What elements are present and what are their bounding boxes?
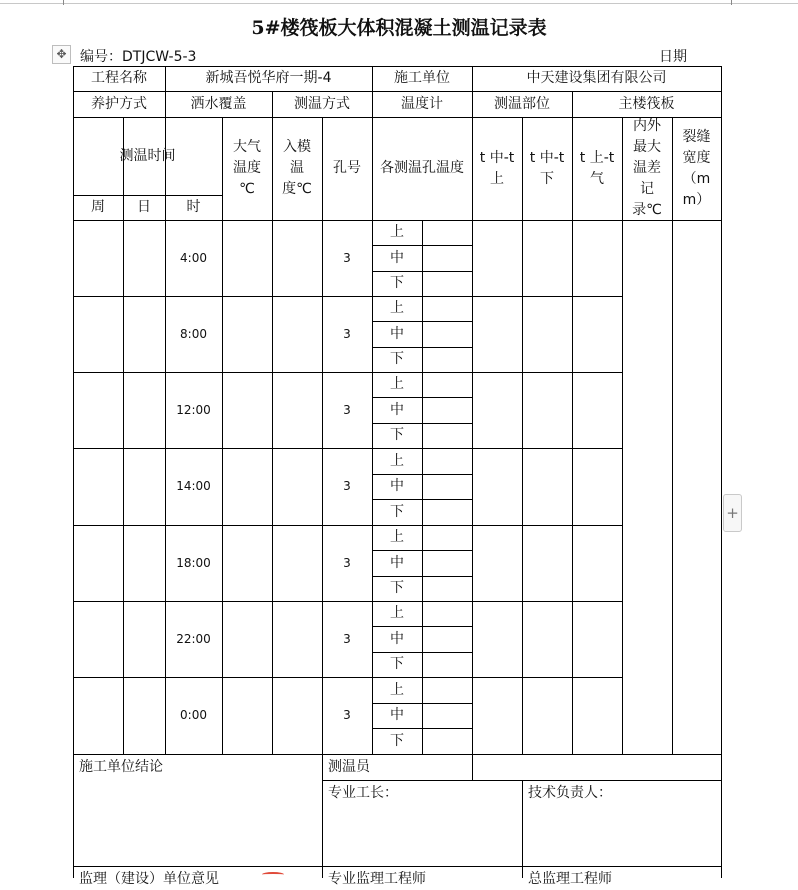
level-label: 中 — [390, 707, 404, 723]
grid-line — [472, 220, 473, 755]
curing-label: 养护方式 — [91, 95, 147, 112]
level-label: 下 — [390, 275, 404, 291]
level-label: 中 — [390, 478, 404, 494]
project-label: 工程名称 — [91, 70, 147, 86]
level-label: 下 — [390, 351, 404, 367]
level-label: 上 — [390, 605, 404, 621]
project-value: 新城吾悦华府一期-4 — [205, 70, 332, 86]
level-label: 上 — [390, 376, 404, 392]
supervision-label: 监理（建设）单位意见 — [79, 871, 219, 887]
hole-temps-header: 各测温孔温度 — [380, 160, 464, 176]
level-label: 上 — [390, 224, 404, 240]
mid-bottom-diff-header: t 中-t 下 — [529, 149, 565, 187]
max-diff-header: 内外 最大 温差 记 录℃ — [632, 118, 662, 218]
grid-line — [222, 220, 223, 755]
time-cell: 14:00 — [176, 479, 211, 493]
grid-line — [272, 220, 273, 755]
level-label: 中 — [390, 249, 404, 266]
grid-line — [572, 220, 573, 755]
hole-number-cell: 3 — [343, 250, 351, 265]
hole-number-cell: 3 — [343, 402, 351, 417]
crack-width-header: 裂缝 宽度 （m m） — [682, 128, 711, 208]
grid-line — [622, 220, 623, 755]
level-label: 下 — [390, 427, 404, 443]
level-label: 上 — [390, 529, 404, 545]
method-value: 温度计 — [401, 95, 443, 112]
grid-line — [721, 66, 722, 92]
red-stamp-mark — [262, 872, 284, 877]
prof-engineer-label: 专业监理工程师 — [328, 871, 426, 887]
add-icon[interactable]: + — [723, 494, 742, 532]
hole-number-cell: 3 — [343, 555, 351, 570]
hour-header: 时 — [186, 199, 201, 215]
level-label: 下 — [390, 656, 404, 672]
contractor-label: 施工单位 — [394, 70, 450, 86]
method-label: 测温方式 — [294, 95, 350, 112]
level-label: 下 — [390, 503, 404, 520]
location-label: 测温部位 — [494, 95, 550, 112]
level-label: 上 — [390, 452, 404, 469]
date-label: 日期 — [659, 49, 687, 65]
grid-line — [522, 220, 523, 755]
hole-number-cell: 3 — [343, 631, 351, 646]
time-cell: 18:00 — [176, 555, 211, 570]
day-header: 日 — [137, 199, 151, 215]
level-label: 上 — [390, 300, 404, 316]
time-header: 测温时间 — [119, 147, 176, 164]
document-title: 5#楼筏板大体积混凝土测温记录表 — [251, 17, 547, 39]
time-cell: 4:00 — [180, 250, 207, 265]
level-label: 下 — [390, 732, 404, 749]
mid-top-diff-header: t 中-t 上 — [479, 149, 515, 187]
document-number: 编号：DTJCW-5-3 — [80, 49, 197, 65]
grid-line — [721, 220, 722, 755]
hole-number-cell: 3 — [343, 326, 351, 341]
top-air-diff-header: t 上-t 气 — [579, 149, 615, 187]
level-label: 中 — [390, 630, 404, 647]
level-label: 中 — [390, 401, 404, 418]
time-cell: 8:00 — [180, 326, 207, 341]
level-label: 中 — [390, 554, 404, 571]
move-arrows-icon[interactable]: ✥ — [52, 45, 71, 64]
time-cell: 22:00 — [176, 631, 211, 646]
time-cell: 0:00 — [180, 708, 207, 722]
time-cell: 12:00 — [176, 402, 211, 417]
grid-line — [672, 220, 673, 755]
grid-line — [322, 220, 323, 755]
level-label: 中 — [390, 325, 404, 342]
week-header: 周 — [91, 199, 105, 215]
hole-number-cell: 3 — [343, 708, 351, 722]
grid-line — [721, 117, 722, 221]
hole-number-cell: 3 — [343, 479, 351, 493]
grid-line — [721, 91, 722, 118]
measurer-label: 测温员 — [328, 759, 370, 775]
chief-engineer-label: 总监理工程师 — [528, 871, 612, 887]
grid-line — [721, 754, 722, 878]
grid-line — [472, 754, 473, 781]
grid-line — [165, 220, 166, 755]
mold-temp-header: 入模 温 度℃ — [282, 139, 312, 197]
grid-line — [123, 220, 124, 755]
level-label: 下 — [390, 580, 404, 596]
location-value: 主楼筏板 — [618, 95, 675, 112]
tech-lead-label: 技术负责人： — [528, 785, 612, 801]
level-label: 上 — [390, 681, 404, 698]
grid-line — [73, 220, 74, 755]
grid-line — [422, 220, 423, 755]
hole-number-header: 孔号 — [333, 160, 361, 176]
conclusion-label: 施工单位结论 — [79, 759, 163, 775]
contractor-value: 中天建设集团有限公司 — [526, 70, 667, 86]
curing-value: 洒水覆盖 — [190, 95, 247, 112]
foreman-label: 专业工长： — [328, 785, 398, 801]
air-temp-header: 大气 温度 ℃ — [233, 139, 261, 197]
grid-line — [372, 220, 373, 755]
